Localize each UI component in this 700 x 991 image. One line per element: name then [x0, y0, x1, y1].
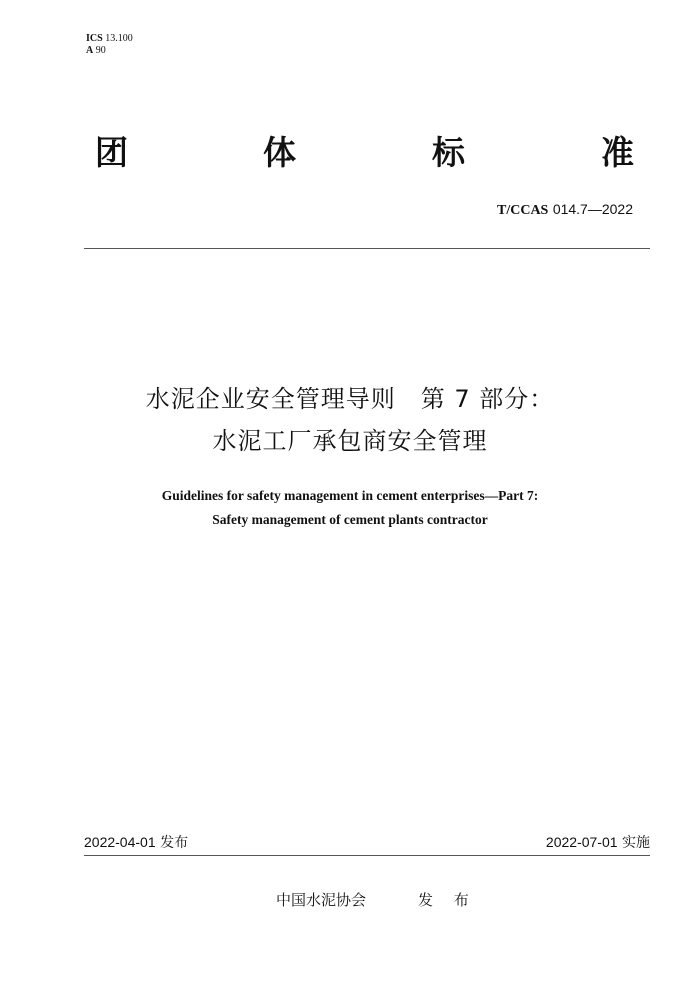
publish-label: 发 布: [418, 891, 477, 909]
ics-code: 13.100: [105, 33, 133, 44]
category-char: 标: [432, 133, 465, 172]
issue-date-block: [84, 833, 188, 852]
publisher-name: 中国水泥协会: [276, 891, 367, 909]
ccs-label: A: [86, 45, 94, 56]
ccs-line: [86, 45, 133, 57]
implement-date-block: [546, 833, 650, 852]
header-divider: [84, 248, 650, 249]
category-char: 团: [95, 133, 128, 172]
title-en-line1: Guidelines for safety management in cement enterprises—Part 7:: [161, 488, 539, 503]
issue-label: 发布: [160, 835, 189, 851]
title-zh-line2: 水泥工厂承包商安全管理: [212, 427, 488, 455]
classification-codes: [86, 33, 133, 57]
category-char: 体: [263, 133, 296, 172]
footer-divider: [84, 855, 650, 856]
implement-label: 实施: [622, 835, 650, 851]
standard-prefix: T/CCAS: [497, 203, 549, 218]
title-en-line2: Safety management of cement plants contractor: [212, 512, 488, 527]
ccs-code: 90: [95, 45, 106, 56]
implement-date: 2022-07-01: [545, 834, 618, 850]
standard-category-heading: [0, 128, 700, 178]
standard-number: [497, 200, 633, 220]
category-char: 准: [601, 133, 634, 172]
standard-code: 014.7—2022: [552, 201, 633, 217]
ics-line: [86, 33, 133, 45]
issue-date: 2022-04-01: [84, 834, 156, 850]
title-zh-line1: 水泥企业安全管理导则 第 7 部分：: [145, 385, 555, 413]
ics-label: ICS: [86, 33, 103, 44]
